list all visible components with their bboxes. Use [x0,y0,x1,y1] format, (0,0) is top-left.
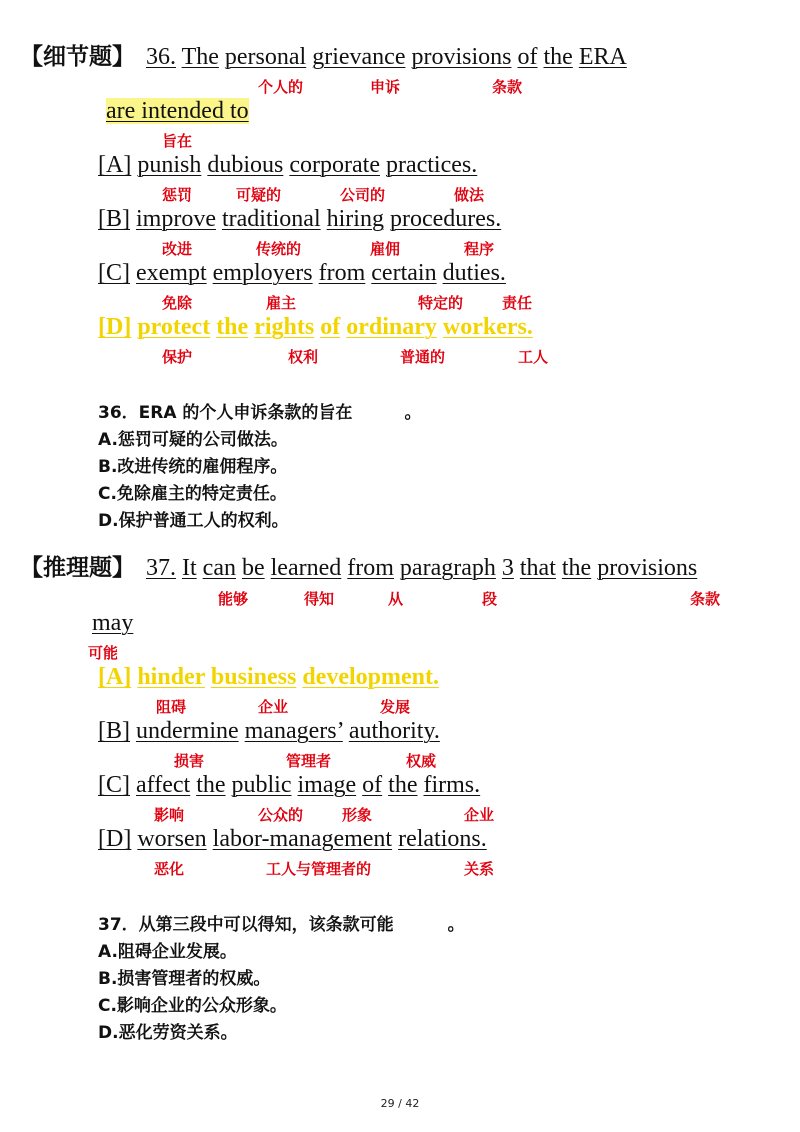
gloss: 申诉 [370,78,401,96]
option-label: [B] [98,718,130,744]
stem-word: of [517,44,538,70]
option-word: exempt [136,260,207,286]
gloss: 公众的 [258,806,304,824]
gloss: 权利 [288,348,319,366]
translation-option: B.损害管理者的权威。 [98,969,271,989]
highlighted-phrase: are intended to [106,98,249,124]
stem-word: from [347,555,394,581]
gloss: 惩罚 [162,186,193,204]
stem-word: paragraph [399,555,496,581]
option-a-answer [98,662,439,692]
stem-word: provisions [411,44,512,70]
gloss: 特定的 [418,294,464,312]
gloss: 普通的 [400,348,446,366]
translation-option: C.免除雇主的特定责任。 [98,484,287,504]
translation-option: D.保护普通工人的权利。 [98,511,289,531]
gloss: 恶化 [154,860,185,878]
option-word: worsen [137,826,207,852]
option-d-answer [98,312,533,342]
stem-word: the [561,555,592,581]
translation-option: A.惩罚可疑的公司做法。 [98,430,288,450]
option-word: authority. [348,718,440,744]
option-word: protect [137,314,211,340]
option-word: the [216,314,249,340]
gloss: 旨在 [162,132,193,150]
question-type-tag: 【细节题】 [20,44,135,70]
translation-period: 。 [404,403,422,423]
stem-word: personal [224,44,307,70]
option-word: practices. [385,152,478,178]
gloss: 影响 [154,806,185,824]
gloss: 能够 [218,590,249,608]
translation-option: A.阻碍企业发展。 [98,942,237,962]
option-label: [A] [98,152,132,178]
option-word: the [196,772,226,798]
gloss: 责任 [502,294,533,312]
question-stem-line2 [106,96,249,126]
option-word: certain [371,260,437,286]
option-b [98,204,501,234]
option-label: [B] [98,206,130,232]
option-word: ordinary [346,314,437,340]
option-word: punish [137,152,202,178]
gloss: 公司的 [340,186,386,204]
gloss: 条款 [492,78,523,96]
option-word: of [320,314,341,340]
translation-option: C.影响企业的公众形象。 [98,996,287,1016]
gloss: 发展 [380,698,411,716]
option-b [98,716,440,746]
gloss: 条款 [690,590,721,608]
option-word: undermine [136,718,239,744]
gloss: 程序 [464,240,495,258]
gloss: 从 [388,590,404,608]
page-number: 29 / 42 [380,1097,420,1110]
option-word: development. [302,664,439,690]
translation-stem [98,398,421,423]
option-word: managers’ [244,718,343,744]
option-label: [D] [98,826,132,852]
option-word: relations. [398,826,487,852]
gloss: 做法 [454,186,485,204]
question-number: 37. [146,555,176,581]
gloss: 损害 [174,752,205,770]
stem-word: provisions [597,555,698,581]
option-c [98,258,506,288]
gloss: 雇佣 [370,240,401,258]
gloss: 改进 [162,240,193,258]
option-word: workers. [442,314,533,340]
option-word: from [318,260,366,286]
gloss: 阻碍 [156,698,187,716]
stem-word: can [202,555,236,581]
stem-word: be [241,555,265,581]
stem-word: that [519,555,556,581]
stem-word: 3 [501,555,514,581]
question-stem-line2 [92,608,133,638]
option-word: corporate [289,152,380,178]
question-number: 36. [146,44,176,70]
gloss: 传统的 [256,240,302,258]
stem-word: the [543,44,573,70]
translation-option: B.改进传统的雇佣程序。 [98,457,288,477]
option-word: improve [136,206,216,232]
gloss: 企业 [464,806,495,824]
gloss: 得知 [304,590,335,608]
option-label: [A] [98,664,132,690]
gloss: 个人的 [258,78,304,96]
option-word: business [210,664,297,690]
gloss: 形象 [342,806,373,824]
option-word: hiring [326,206,384,232]
stem-word: may [92,610,134,636]
option-word: affect [136,772,191,798]
gloss: 工人与管理者的 [266,860,372,878]
option-label: [C] [98,260,130,286]
option-word: the [388,772,418,798]
option-a [98,150,477,180]
option-word: public [231,772,292,798]
gloss: 可疑的 [236,186,282,204]
option-word: employers [212,260,313,286]
gloss: 工人 [518,348,549,366]
gloss: 雇主 [266,294,297,312]
option-word: duties. [442,260,506,286]
option-word: hinder [137,664,205,690]
gloss: 企业 [258,698,289,716]
translation-stem-text: 37．从第三段中可以得知，该条款可能 [98,915,394,935]
gloss: 免除 [162,294,193,312]
option-word: of [362,772,383,798]
translation-option: D.恶化劳资关系。 [98,1023,238,1043]
question-stem-line1 [146,553,697,583]
gloss: 权威 [406,752,437,770]
stem-word: ERA [578,44,627,70]
translation-period: 。 [447,915,465,935]
option-d [98,824,487,854]
stem-word: grievance [312,44,406,70]
option-word: procedures. [389,206,502,232]
option-label: [C] [98,772,130,798]
option-c [98,770,480,800]
question-type-tag: 【推理题】 [20,555,135,581]
option-label: [D] [98,314,132,340]
option-word: traditional [221,206,321,232]
option-word: image [297,772,357,798]
translation-stem [98,910,465,935]
question-stem-line1 [146,42,627,72]
option-word: firms. [423,772,481,798]
gloss: 管理者 [286,752,332,770]
option-word: labor-management [212,826,393,852]
gloss: 关系 [464,860,495,878]
stem-word: learned [270,555,342,581]
stem-word: The [181,44,219,70]
gloss: 可能 [88,644,119,662]
option-word: dubious [207,152,284,178]
gloss: 段 [482,590,498,608]
gloss: 保护 [162,348,193,366]
option-word: rights [254,314,315,340]
stem-word: It [182,555,197,581]
translation-stem-text: 36．ERA 的个人申诉条款的旨在 [98,403,353,423]
